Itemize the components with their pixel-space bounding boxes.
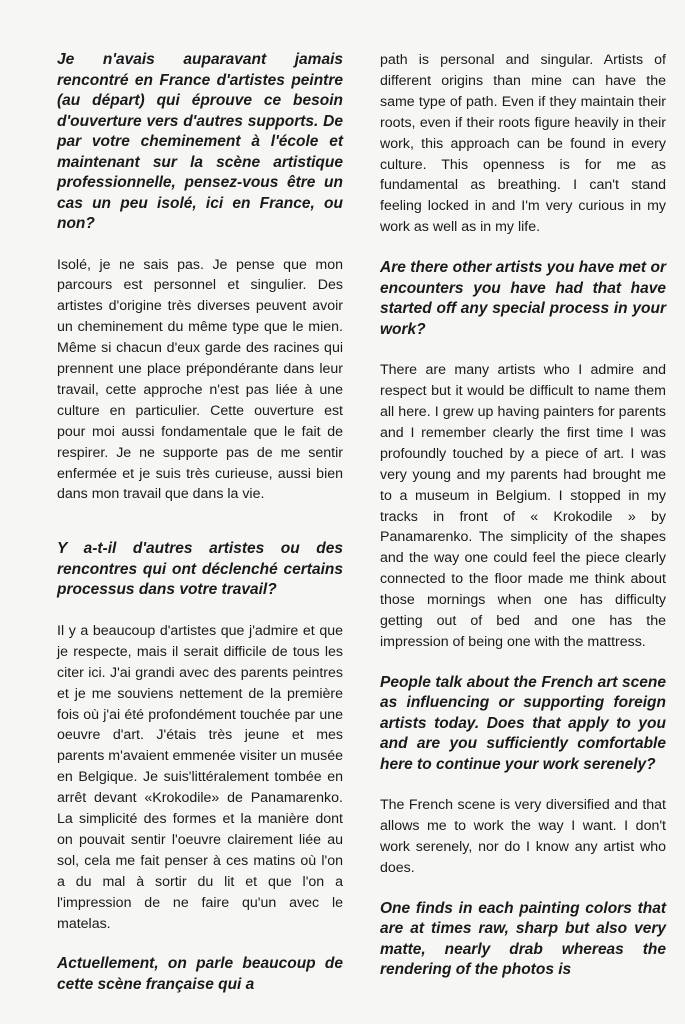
answer-english-1: There are many artists who I admire and respect but it would be difficult to name them all here. I grew up having painters for parents and I remember clearly the first time I was profoundly touched by a piece of art. I was very young and my parents had brought me to a museum in Belgium. I stopped in my tracks in front of « Krokodile » by Panamarenko. The simplicity of the shapes and the way one could feel the piece clearly connected to the floor made me think about those mornings when one has difficulty getting out of bed and one has the impression of being one with the mattress. [380,362,666,650]
left-column [57,50,343,1015]
question-french-2: Y a-t-il d'autres artistes ou des rencontres qui ont déclenché certains processus dans votre travail? [57,540,343,599]
answer-english-continued: path is personal and singular. Artists of different origins than mine can have the same type of path. Even if they maintain their roots, even if their roots figure heavily in their work, this approach can be found in every culture. This openness is for me as fundamental as breathing. I can't stand feeling locked in and I'm very curious in my work as well as in my life. [380,52,666,236]
question-french-1: Je n'avais auparavant jamais rencontré en France d'artistes peintre (au départ) qui éprouve ce besoin d'ouverture vers d'autres supports. De par votre cheminement à l'école et maintenant sur la scène artistique professionnelle, pensez-vous être un cas un peu isolé, ici en France, ou non? [57,51,343,232]
right-column [380,50,666,1001]
question-english-1: Are there other artists you have met or encounters you have had that have started off any special process in your work? [380,259,666,338]
question-french-3: Actuellement, on parle beaucoup de cette scène française qui a [57,955,343,993]
answer-english-2: The French scene is very diversified and that allows me to work the way I want. I don't work serenely, nor do I know any artist who does. [380,797,666,877]
question-english-2: People talk about the French art scene as influencing or supporting foreign artists today. Does that apply to you and are you sufficiently comfortable here to continue your work serenely? [380,673,666,773]
question-english-3: One finds in each painting colors that are at times raw, sharp but also very matte, nearly drab whereas the rendering of the photos is [380,899,666,979]
answer-french-2: Il y a beaucoup d'artistes que j'admire et que je respecte, mais il serait difficile de tous les citer ici. J'ai grandi avec des parents peintres et je me souviens nettement de la première fois où j'ai été profondément touchée par une oeuvre d'art. J'étais très jeune et mes parents m'avaient emmenée visiter un musée en Belgique. Je suis'littéralement tombée en arrêt devant «Krokodile» de Panamarenko. La simplicité des formes et la manière dont on pouvait sentir l'oeuvre clairement liée au sol, cela me fait penser à ces matins où l'on a du mal à sortir du lit et que l'on a l'impression de ne faire qu'un avec le matelas. [57,622,343,932]
answer-french-1: Isolé, je ne sais pas. Je pense que mon parcours est personnel et singulier. Des artistes d'origine très diverses peuvent avoir un cheminement du même type que le mien. Même si chacun d'eux garde des racines qui prennent une place prépondérante dans leur travail, cette approche n'est pas liée à une culture en particulier. Cette ouverture est pour moi aussi fondamentale que le fait de respirer. Je ne supporte pas de me sentir enfermée et je suis très curieuse, aussi bien dans mon travail que dans la vie. [57,256,343,503]
